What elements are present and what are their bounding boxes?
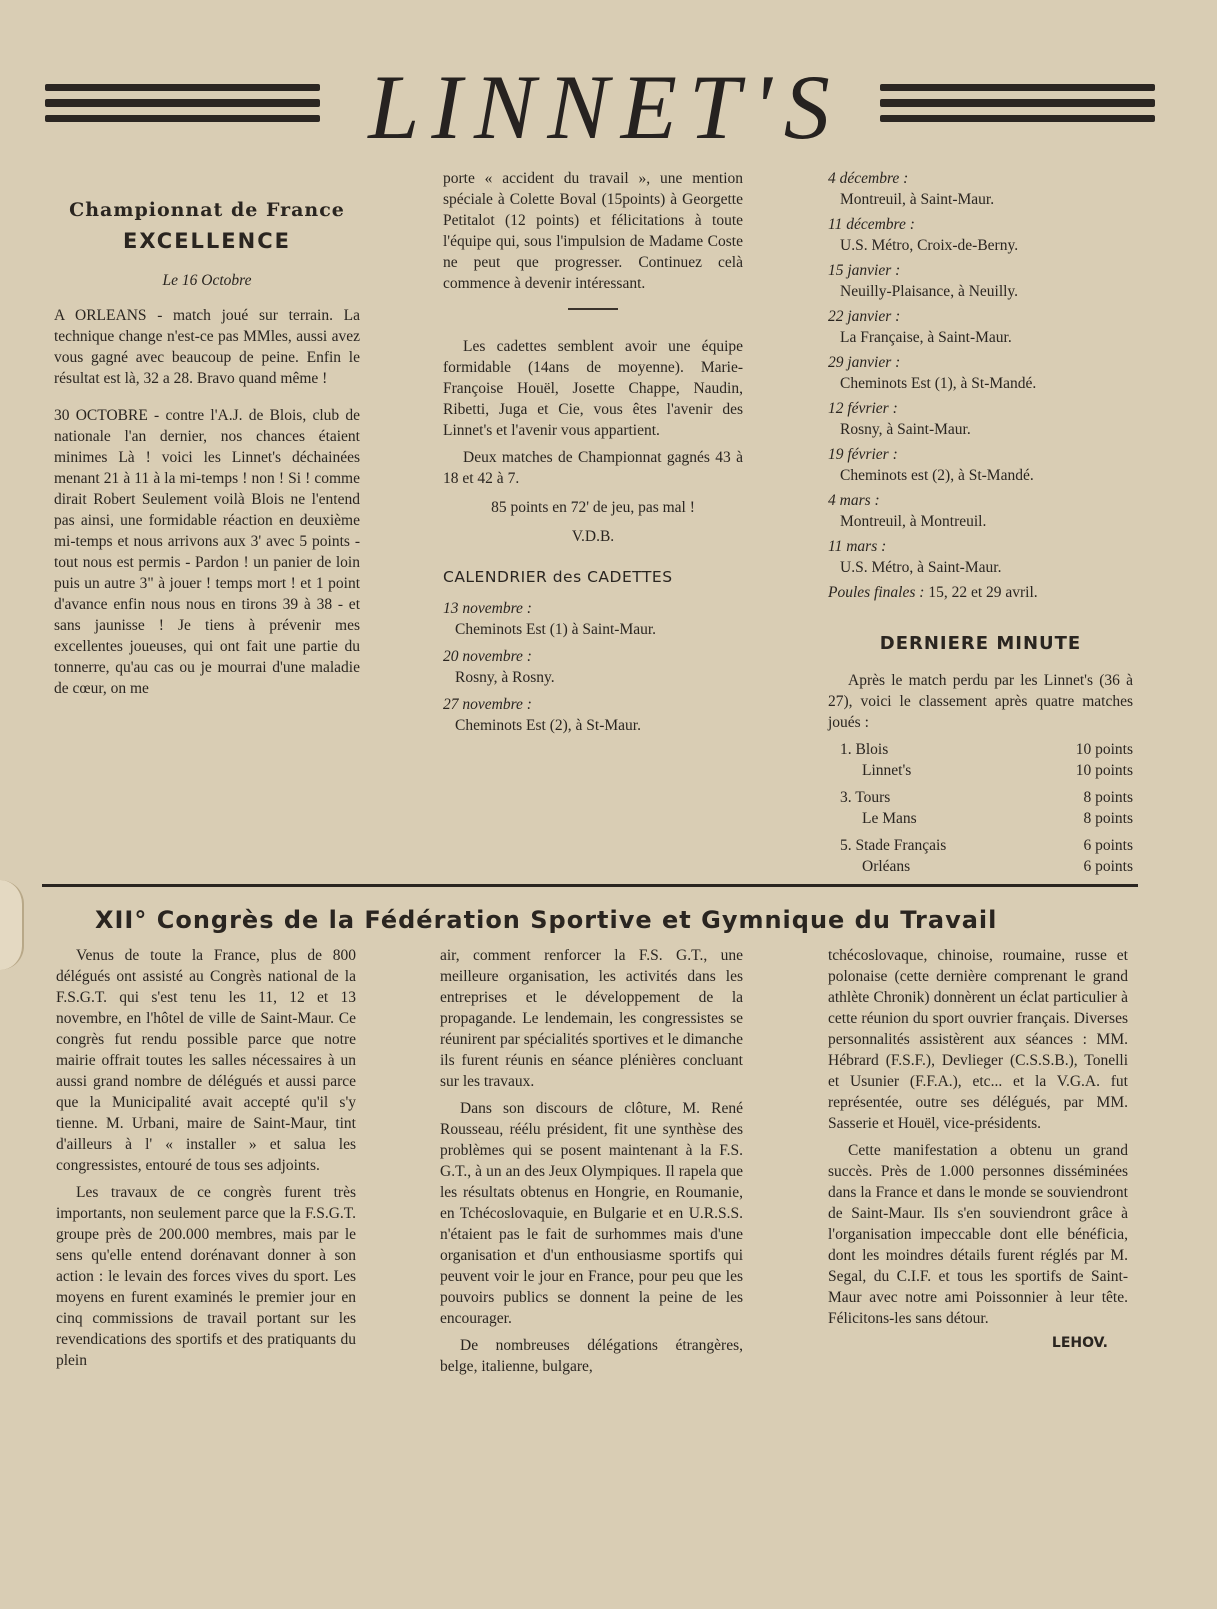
article-continuation: porte « accident du travail », une mention spéciale à Colette Boval (15points) à Georgette Petitalot (12 points) et félicitations à toute l'équipe qui, sous l'impulsion de Madame Coste ne peut que progresser. Continuez celà commence à devenir intéressant.	[443, 170, 743, 292]
congres-paragraph: tchécoslovaque, chinoise, roumaine, russe et polonaise (cette dernière comprenant le grand athlète Chronik) donnèrent un éclat particulier à cette réunion du sport ouvrier français. Diverses personnalités assistèrent aux séances : MM. Hébrard (F.S.F.), Devlieger (C.S.S.B.), Tonelli et Usunier (F.F.A.), etc... et la V.G.A. fut représentée, outre ses délégués, par MM. Sasserie et Houël, vice-présidents.	[828, 947, 1128, 1132]
last-minute-title: DERNIERE MINUTE	[879, 633, 1082, 654]
masthead	[40, 56, 1150, 158]
masthead-bars-left	[45, 84, 320, 130]
masthead-title: LINNET'S	[368, 56, 842, 158]
vdb-signature: V.D.B.	[571, 527, 615, 545]
congres-column-1	[56, 945, 356, 1371]
calendar-entry: 4 mars : Montreuil, à Montreuil.	[828, 492, 987, 530]
ranking-table	[828, 739, 1133, 877]
ranking-row: 1. Blois 10 points	[840, 741, 1133, 758]
matches-paragraph: Deux matches de Championnat gagnés 43 à 18 et 42 à 7.	[443, 448, 743, 487]
masthead-bars-right	[880, 84, 1155, 130]
torn-edge	[0, 880, 24, 970]
blois-report: 30 OCTOBRE - contre l'A.J. de Blois, club de nationale l'an dernier, nos chances étaient minimes Là ! voici les Linnet's déchainées menant 21 à 11 à la mi-temps ! non ! Si ! comme dirait Robert Seulement voilà Blois ne l'entend pas ainsi, une formidable réaction en deuxième mi-temps et nous arrivons aux 3' avec 5 points - tout nous est permis - Pardon ! un panier de loin puis un autre 3" à jouer ! temps mort ! et 1 point d'avance enfin nous nous en tirons 39 à 38 - et sans jaunisse ! Je tiens à prévenir mes excellentes joueuses, qui ont fait une partie du tonnerre, qu'au cas ou je mourrai d'une maladie de cœur, on me	[54, 407, 360, 697]
match-date: Le 16 Octobre	[162, 272, 252, 289]
calendar-entry: 13 novembre : Cheminots Est (1) à Saint-Maur.	[443, 599, 657, 638]
lehov-signature: LEHOV.	[1051, 1335, 1108, 1351]
ranking-row: 5. Stade Français 6 points	[840, 837, 1133, 854]
calendar-entry: 11 mars : U.S. Métro, à Saint-Maur.	[828, 538, 1002, 576]
congres-paragraph: Cette manifestation a obtenu un grand succès. Près de 1.000 personnes disséminées dans la France et dans le monde se souviendront de Saint-Maur. Ils s'en souviendront grâce à l'organisation impeccable dont elle bénéficia, dont les moindres détails furent réglés par M. Segal, du C.I.F. et tous les sportifs de Saint-Maur avec notre ami Poissonnier à leur tête. Félicitons-les sans détour.	[828, 1142, 1128, 1327]
ranking-row: Linnet's 10 points	[862, 762, 1133, 779]
last-minute-text: Après le match perdu par les Linnet's (36 à 27), voici le classement après quatre matches joués :	[828, 672, 1133, 731]
calendar-entry: 15 janvier : Neuilly-Plaisance, à Neuilly.	[828, 262, 1019, 300]
championship-heading: Championnat de France	[69, 199, 345, 221]
congres-column-3	[828, 945, 1128, 1354]
congres-paragraph: De nombreuses délégations étrangères, belge, italienne, bulgare,	[440, 1337, 743, 1375]
congres-paragraph: air, comment renforcer la F.S. G.T., une meilleure organisation, les activités dans les entreprises et le développement de la propagande. Le lendemain, les congressistes se réunirent par spécialités sportives et le dimanche ils furent réunis en séance plénières concluant sur les travaux.	[440, 947, 743, 1090]
congres-column-2	[440, 945, 743, 1377]
right-column	[828, 168, 1133, 877]
ranking-row: 3. Tours 8 points	[840, 789, 1133, 806]
congres-paragraph: Venus de toute la France, plus de 800 délégués ont assisté au Congrès national de la F.S.G.T. qui s'est tenu les 11, 12 et 13 novembre, en l'hôtel de ville de Saint-Maur. Ce congrès fut rendu possible parce que notre mairie offrait toutes les salles nécessaires à un aussi grand nombre de délégués et aussi parce que la Municipalité avait accepté qu'il s'y tienne. M. Urbani, maire de Saint-Maur, tint d'ailleurs à l' « installer » et salua les congressistes, entouré de tous ses adjoints.	[56, 947, 356, 1174]
left-column	[54, 190, 360, 699]
calendar-entry: 27 novembre : Cheminots Est (2), à St-Maur.	[443, 695, 641, 734]
ranking-row: Le Mans 8 points	[862, 810, 1133, 827]
calendar-entry: 4 décembre : Montreuil, à Saint-Maur.	[828, 170, 995, 208]
calendar-entry: 20 novembre : Rosny, à Rosny.	[443, 647, 555, 686]
middle-column	[443, 168, 743, 740]
congres-paragraph: Dans son discours de clôture, M. René Rousseau, réélu président, fit une synthèse des problèmes qui se posent maintenant à la F.S. G.T., à un an des Jeux Olympiques. Il rapela que les résultats obtenus en Hongrie, en Roumanie, en Tchécoslovaquie, en Bulgarie et en U.R.S.S. n'étaient pas le fait de surhommes mais d'une organisation et d'un enthousiasme sportifs qui peuvent voir le jour en France, pour peu que les pouvoirs publics se donnent la peine de les encourager.	[440, 1100, 743, 1327]
calendar-entry: 11 décembre : U.S. Métro, Croix-de-Berny.	[828, 216, 1019, 254]
finals-line: Poules finales : 15, 22 et 29 avril.	[828, 584, 1038, 601]
ranking-row: Orléans 6 points	[862, 858, 1133, 875]
calendar-title: CALENDRIER des CADETTES	[443, 567, 673, 586]
cadettes-paragraph: Les cadettes semblent avoir une équipe formidable (14ans de moyenne). Marie-Françoise Houël, Josette Chappe, Naudin, Ribetti, Juga et Cie, vous êtes l'avenir des Linnet's et l'avenir vous appartient.	[443, 337, 743, 439]
orleans-report: A ORLEANS - match joué sur terrain. La technique change n'est-ce pas MMles, aussi avez vous gagné avec beaucoup de peine. Enfin le résultat est là, 32 a 28. Bravo quand même !	[54, 307, 360, 387]
calendar-entry: 19 février : Cheminots est (2), à St-Mandé.	[828, 446, 1034, 484]
divider	[568, 308, 618, 310]
calendar-entry: 12 février : Rosny, à Saint-Maur.	[828, 400, 971, 438]
congres-title: XII° Congrès de la Fédération Sportive et Gymnique du Travail	[95, 906, 998, 934]
section-divider	[42, 884, 1138, 887]
calendar-entry: 22 janvier : La Française, à Saint-Maur.	[828, 308, 1012, 346]
calendar-entry: 29 janvier : Cheminots Est (1), à St-Mandé.	[828, 354, 1037, 392]
points-paragraph: 85 points en 72' de jeu, pas mal !	[491, 498, 695, 516]
congres-paragraph: Les travaux de ce congrès furent très importants, non seulement parce que la F.S.G.T. groupe près de 200.000 membres, mais par le sens qu'elle entend dorénavant donner à son action : le levain des forces vives du sport. Les moyens en furent examinés le premier jour en cinq commissions de travail portant sur les revendications des sportifs et des pratiquants du plein	[56, 1184, 356, 1369]
excellence-heading: EXCELLENCE	[123, 229, 291, 253]
